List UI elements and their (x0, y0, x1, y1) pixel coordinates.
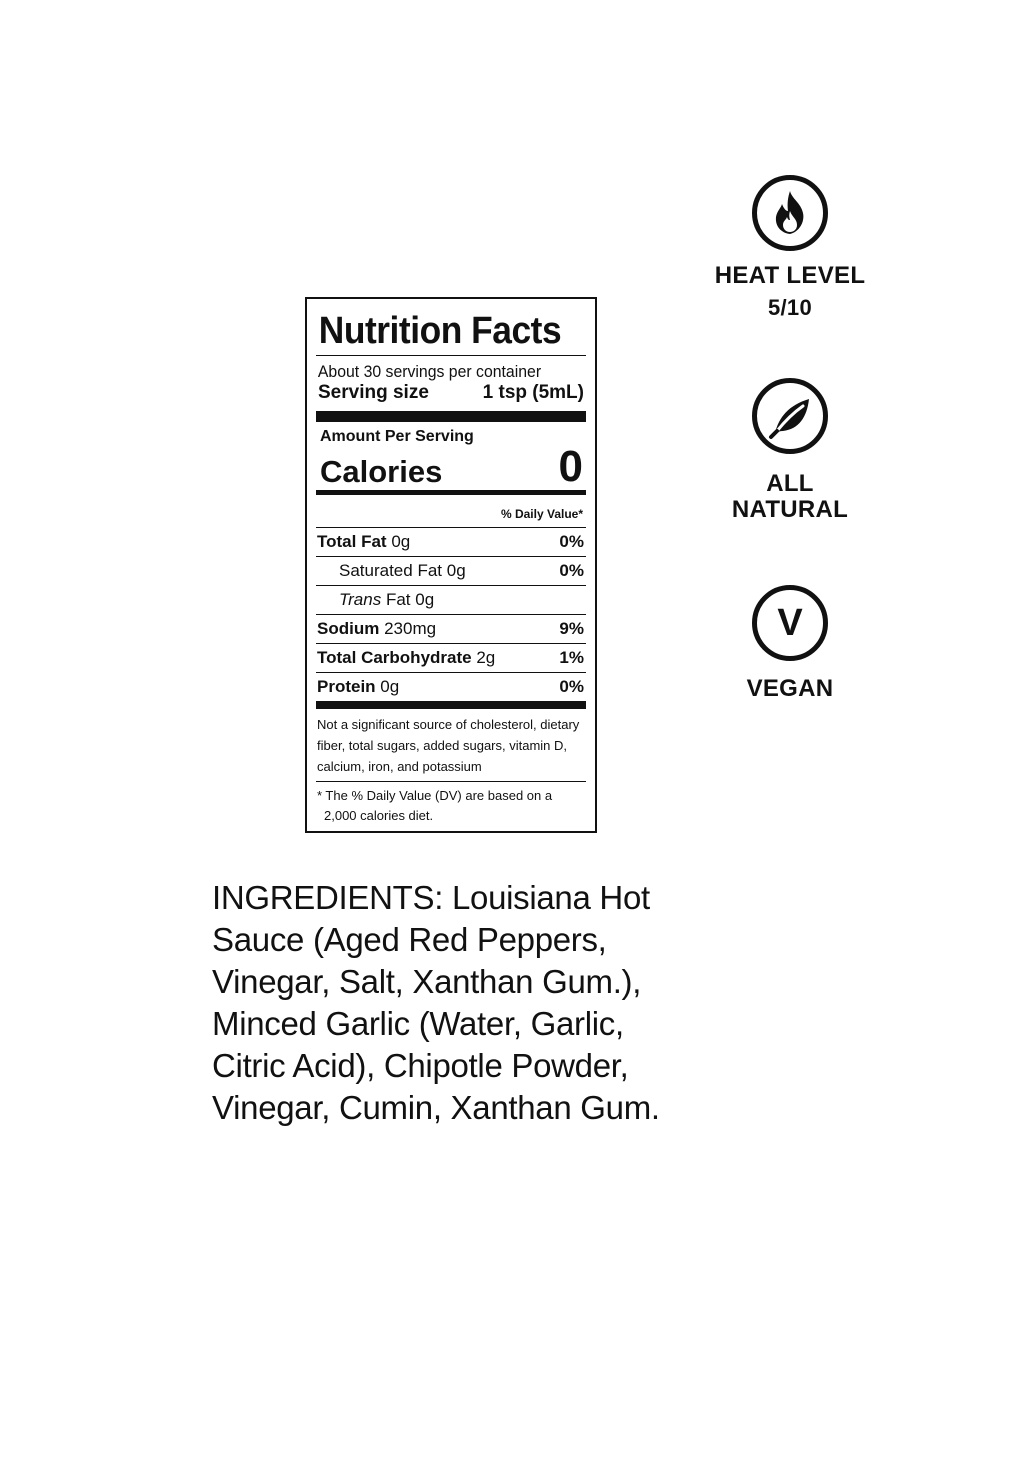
v-icon-letter: V (777, 602, 803, 644)
v-icon (752, 585, 828, 661)
nutrient-name: Sodium (317, 619, 380, 638)
nutrient-name: Trans (339, 590, 382, 609)
nutrition-footnote: Not a significant source of cholesterol, dietary fiber, total sugars, added sugars, vitamin D, calcium, iron, and potassium (317, 717, 580, 774)
calories-value: 0 (558, 442, 583, 491)
calories-label: Calories (320, 454, 443, 489)
flame-icon (752, 175, 828, 251)
nutrient-amount: 0g (391, 532, 411, 551)
heat-level-value: 5/10 (767, 295, 813, 320)
servings-per-container: About 30 servings per container (317, 362, 542, 381)
nutrient-name: Protein (317, 677, 376, 696)
all-natural-label-line2: NATURAL (731, 496, 849, 523)
nutrient-amount: 0g (380, 677, 400, 696)
nutrient-name: Saturated Fat (339, 561, 443, 580)
nutrient-daily-value: 0% (559, 561, 584, 580)
nutrient-daily-value: 1% (559, 648, 584, 667)
all-natural-badge (700, 378, 880, 523)
nutrient-row-protein (316, 672, 586, 701)
nutrient-row-trans-fat (316, 585, 586, 614)
daily-value-header: % Daily Value* (500, 507, 583, 521)
calories-row (316, 442, 586, 491)
all-natural-label-line1: ALL (766, 470, 814, 497)
ingredients-text: INGREDIENTS: Louisiana Hot Sauce (Aged Red Peppers, Vinegar, Salt, Xanthan Gum.), Minced Garlic (Water, Garlic, Citric Acid), Chipotle Powder, Vinegar, Cumin, Xanthan Gum. (212, 879, 660, 1126)
nutrient-amount: 0g (415, 590, 435, 609)
nutrient-row-sodium (316, 614, 586, 643)
vegan-label: VEGAN (746, 675, 834, 702)
divider (316, 355, 586, 356)
nutrient-name: Total Carbohydrate (317, 648, 472, 667)
leaf-icon-graphic (765, 391, 815, 441)
nutrient-name: Total Fat (317, 532, 387, 551)
heat-level-label: HEAT LEVEL (714, 262, 866, 289)
amount-per-serving: Amount Per Serving (320, 428, 474, 445)
nutrient-row-saturated-fat (316, 556, 586, 585)
serving-size-label: Serving size (318, 382, 429, 403)
nutrient-amount: 0g (446, 561, 466, 580)
serving-size-row (316, 382, 586, 411)
nutrient-amount: 2g (476, 648, 496, 667)
nutrition-facts-label (305, 297, 597, 833)
daily-value-note-line1: * The % Daily Value (DV) are based on a (317, 788, 553, 803)
vegan-badge (700, 585, 880, 702)
nutrient-daily-value: 9% (559, 619, 584, 638)
serving-size-value: 1 tsp (5mL) (482, 382, 584, 403)
divider-heavy (316, 411, 586, 422)
nutrient-amount: 230mg (384, 619, 437, 638)
nutrient-row-total-carbohydrate (316, 643, 586, 672)
daily-value-note-line2: 2,000 calories diet. (324, 808, 434, 823)
nutrient-daily-value: 0% (559, 532, 584, 551)
daily-value-note (316, 782, 586, 826)
nutrient-name-rest: Fat (385, 590, 411, 609)
nutrition-facts-title: Nutrition Facts (318, 310, 562, 352)
nutrient-daily-value: 0% (559, 677, 584, 696)
nutrient-row-total-fat (316, 527, 586, 556)
divider-heavy (316, 701, 586, 709)
flame-icon-graphic (768, 189, 812, 237)
heat-level-badge (700, 175, 880, 321)
leaf-icon (752, 378, 828, 454)
